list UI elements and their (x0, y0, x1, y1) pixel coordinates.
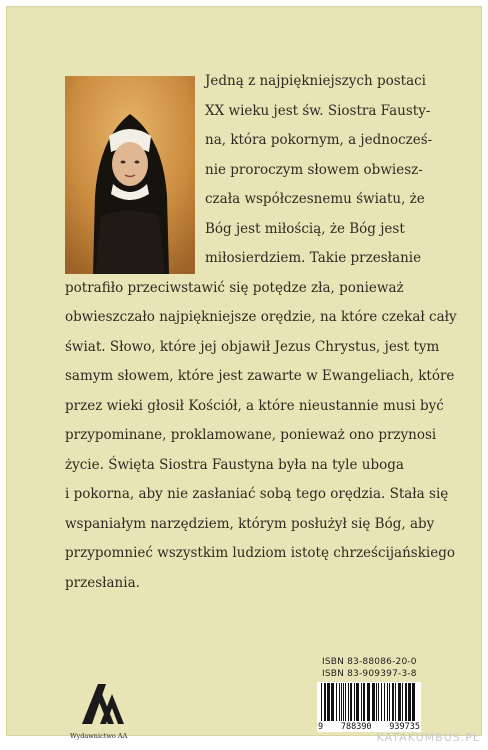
barcode-bar (384, 683, 385, 721)
text-line: przypomnieć wszystkim ludziom istotę chrześcijańskiego (65, 545, 455, 561)
text-line: Bóg jest miłością, że Bóg jest (205, 221, 405, 237)
text-line: potrafiło przeciwstawić się potędze zła, ponieważ (65, 280, 404, 296)
barcode-bar (356, 683, 359, 721)
barcode-bar (348, 683, 349, 721)
barcode-bar (395, 683, 396, 721)
text-line: obwieszczało najpiękniejsze orędzie, na które czekał cały (65, 309, 457, 325)
barcode-bar (387, 683, 388, 721)
text-line: życie. Święta Siostra Faustyna była na tyle uboga (65, 457, 404, 473)
publisher-name: Wydawnictwo AA (70, 732, 128, 740)
text-line: przypominane, proklamowane, ponieważ ono przynosi (65, 427, 437, 443)
barcode-bar (341, 683, 342, 721)
barcode (317, 682, 421, 722)
barcode-bar (339, 683, 340, 721)
barcode-bar (336, 683, 337, 721)
barcode-bar (402, 683, 403, 721)
barcode-bar (381, 683, 382, 721)
text-line: i pokorna, aby nie zasłaniać sobą tego orędzia. Stała się (65, 486, 449, 502)
text-line: przesłania. (65, 575, 140, 591)
barcode-bar (363, 683, 365, 721)
barcode-bar (354, 683, 355, 721)
barcode-digit-group-1: 788390 (340, 722, 372, 732)
barcode-bar (389, 683, 390, 721)
text-line: nie proroczym słowem obwiesz- (205, 162, 423, 178)
text-line: przez wieki głosił Kościół, a które nieustannie musi być (65, 398, 444, 414)
barcode-digit-group-2: 939735 (389, 722, 420, 732)
barcode-bar (405, 683, 407, 721)
barcode-bar (324, 683, 326, 721)
text-line: XX wieku jest św. Siostra Fausty- (205, 103, 431, 119)
portrait-image (65, 76, 195, 274)
isbn-line-1: ISBN 83-88086-20-0 (322, 657, 417, 667)
text-line: miłosierdziem. Takie przesłanie (205, 250, 422, 266)
barcode-bar (331, 683, 334, 721)
barcode-bar (345, 683, 346, 721)
barcode-bar (350, 683, 352, 721)
barcode-bar (376, 683, 377, 721)
barcode-bars (317, 682, 421, 722)
barcode-bar (408, 683, 411, 721)
barcode-bar (321, 683, 322, 721)
watermark: KATAKUMBUS.PL (376, 731, 480, 744)
portrait-illustration (65, 76, 195, 274)
barcode-digit-prefix: 9 (318, 722, 324, 732)
barcode-bar (398, 683, 401, 721)
text-line: wspaniałym narzędziem, którym posłużył się Bóg, aby (65, 516, 435, 532)
text-line: na, która pokornym, a jednocześ- (205, 132, 433, 148)
barcode-bar (367, 683, 370, 721)
text-line: czała współczesnemu światu, że (205, 191, 425, 207)
barcode-bar (343, 683, 344, 721)
barcode-bar (361, 683, 362, 721)
barcode-bar (372, 683, 375, 721)
barcode-bar (392, 683, 394, 721)
publisher-logo (78, 680, 128, 726)
text-line: Jedną z najpiękniejszych postaci (205, 73, 426, 89)
barcode-bar (412, 683, 415, 721)
text-line: świat. Słowo, które jej objawił Jezus Chrystus, jest tym (65, 339, 440, 355)
barcode-bar (327, 683, 330, 721)
barcode-bar (378, 683, 379, 721)
isbn-line-2: ISBN 83-909397-3-8 (322, 669, 417, 679)
text-line: samym słowem, które jest zawarte w Ewangeliach, które (65, 368, 455, 384)
